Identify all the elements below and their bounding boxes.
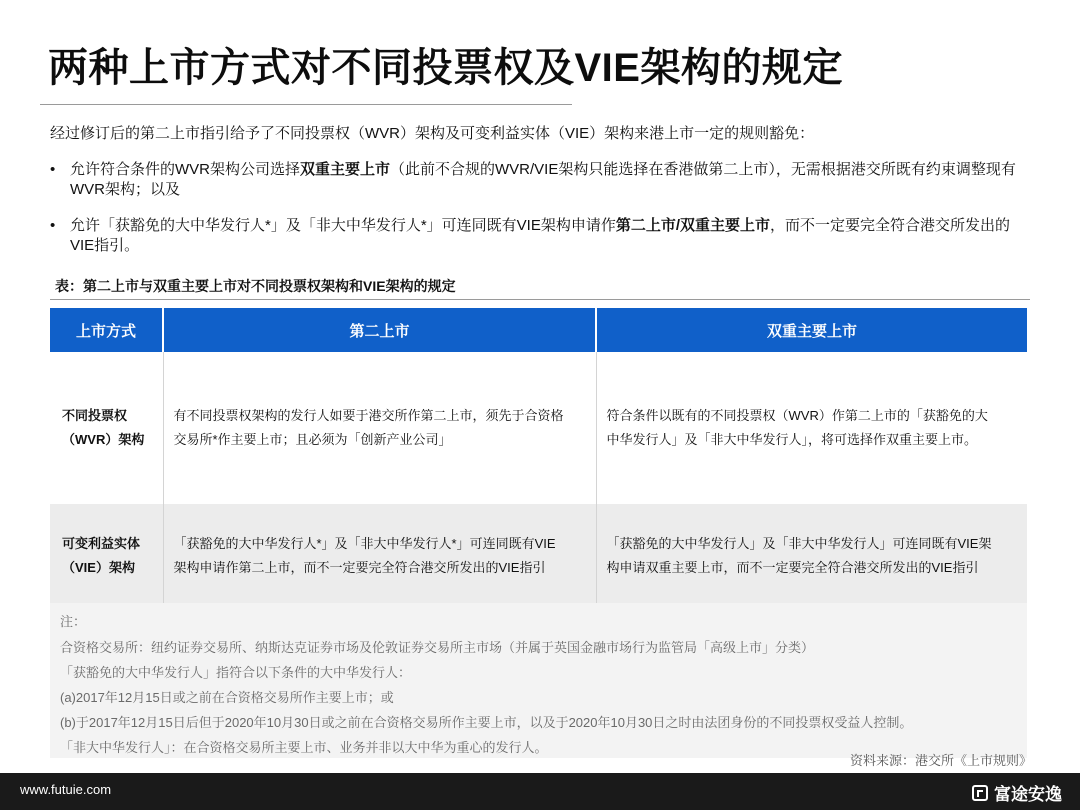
cell-line: 「获豁免的大中华发行人*」及「非大中华发行人*」可连同既有VIE	[173, 536, 556, 551]
bullet-item	[50, 216, 1030, 256]
note-line: 注：	[60, 614, 87, 629]
title-divider	[40, 104, 572, 105]
row-head-line: 不同投票权	[62, 408, 128, 423]
header-dual-primary-listing: 双重主要上市	[596, 308, 1027, 352]
row-head-line: （VIE）架构	[62, 560, 135, 575]
bullet-text	[70, 160, 1030, 200]
cell-line: 构申请双重主要上市，而不一定要完全符合港交所发出的VIE指引	[606, 560, 979, 575]
brand-name: 富途安逸	[994, 785, 1062, 804]
page-title: 两种上市方式对不同投票权及VIE架构的规定	[48, 46, 843, 90]
bullet-text-pre: 允许符合条件的WVR架构公司选择	[70, 161, 300, 178]
note-line: (b)于2017年12月15日后但于2020年10月30日或之前在合资格交易所作主要上市，以及于2020年10月30日之时由法团身份的不同投票权受益人控制。	[60, 715, 913, 730]
cell-line: 「获豁免的大中华发行人」及「非大中华发行人」可连同既有VIE架	[606, 536, 992, 551]
note-line: (a)2017年12月15日或之前在合资格交易所作主要上市；或	[60, 690, 394, 705]
intro-text: 经过修订后的第二上市指引给予了不同投票权（WVR）架构及可变利益实体（VIE）架构来港上市一定的规则豁免：	[50, 125, 815, 142]
bullet-item	[50, 160, 1030, 200]
footer-bar	[0, 773, 1080, 810]
notes-box	[50, 603, 1027, 758]
bullet-marker: •	[50, 217, 56, 234]
source-citation: 资料来源：港交所《上市规则》	[849, 753, 1032, 768]
cell-line: 交易所*作主要上市；且必须为「创新产业公司」	[173, 432, 452, 447]
header-secondary-listing: 第二上市	[163, 308, 596, 352]
row-head-line: 可变利益实体	[62, 536, 141, 551]
bullet-text	[70, 216, 1030, 256]
note-line: 合资格交易所：纽约证券交易所、纳斯达克证券市场及伦敦证券交易所主市场（并属于英国金融市场行为监管局「高级上市」分类）	[60, 640, 815, 655]
table-row	[50, 352, 1027, 504]
cell-line: 架构申请作第二上市，而不一定要完全符合港交所发出的VIE指引	[173, 560, 546, 575]
futu-logo-icon	[972, 785, 988, 801]
header-listing-method: 上市方式	[50, 308, 163, 352]
footer-brand	[972, 780, 1062, 805]
bullet-text-bold: 双重主要上市	[300, 161, 391, 178]
comparison-table	[50, 308, 1027, 608]
bullet-text-pre: 允许「获豁免的大中华发行人*」及「非大中华发行人*」可连同既有VIE架构申请作	[70, 217, 616, 234]
bullet-text-post: ，而不一定要完全符合港交所发出的VIE指引。	[70, 217, 1011, 254]
caption-divider	[50, 299, 1030, 300]
footer-url[interactable]: www.futuie.com	[20, 782, 112, 797]
row-head-wvr	[50, 352, 163, 504]
bullet-text-post: （此前不合规的WVR/VIE架构只能选择在香港做第二上市），无需根据港交所既有约束调整现有WVR架构；以及	[70, 161, 1016, 198]
note-line: 「非大中华发行人」：在合资格交易所主要上市、业务并非以大中华为重心的发行人。	[60, 740, 548, 755]
cell-vie-dual	[596, 504, 1027, 608]
cell-wvr-dual	[596, 352, 1027, 504]
cell-line: 符合条件以既有的不同投票权（WVR）作第二上市的「获豁免的大	[606, 408, 988, 423]
table-header-row	[50, 308, 1027, 352]
cell-line: 中华发行人」及「非大中华发行人」，将可选择作双重主要上市。	[606, 432, 978, 447]
row-head-vie	[50, 504, 163, 608]
bullet-marker: •	[50, 161, 56, 178]
note-line: 「获豁免的大中华发行人」指符合以下条件的大中华发行人：	[60, 665, 412, 680]
table-caption: 表：第二上市与双重主要上市对不同投票权架构和VIE架构的规定	[55, 278, 456, 294]
row-head-line: （WVR）架构	[62, 432, 145, 447]
cell-vie-secondary	[163, 504, 596, 608]
bullet-text-bold: 第二上市/双重主要上市	[615, 217, 771, 234]
table-row	[50, 504, 1027, 608]
cell-line: 有不同投票权架构的发行人如要于港交所作第二上市，须先于合资格	[173, 408, 564, 423]
cell-wvr-secondary	[163, 352, 596, 504]
